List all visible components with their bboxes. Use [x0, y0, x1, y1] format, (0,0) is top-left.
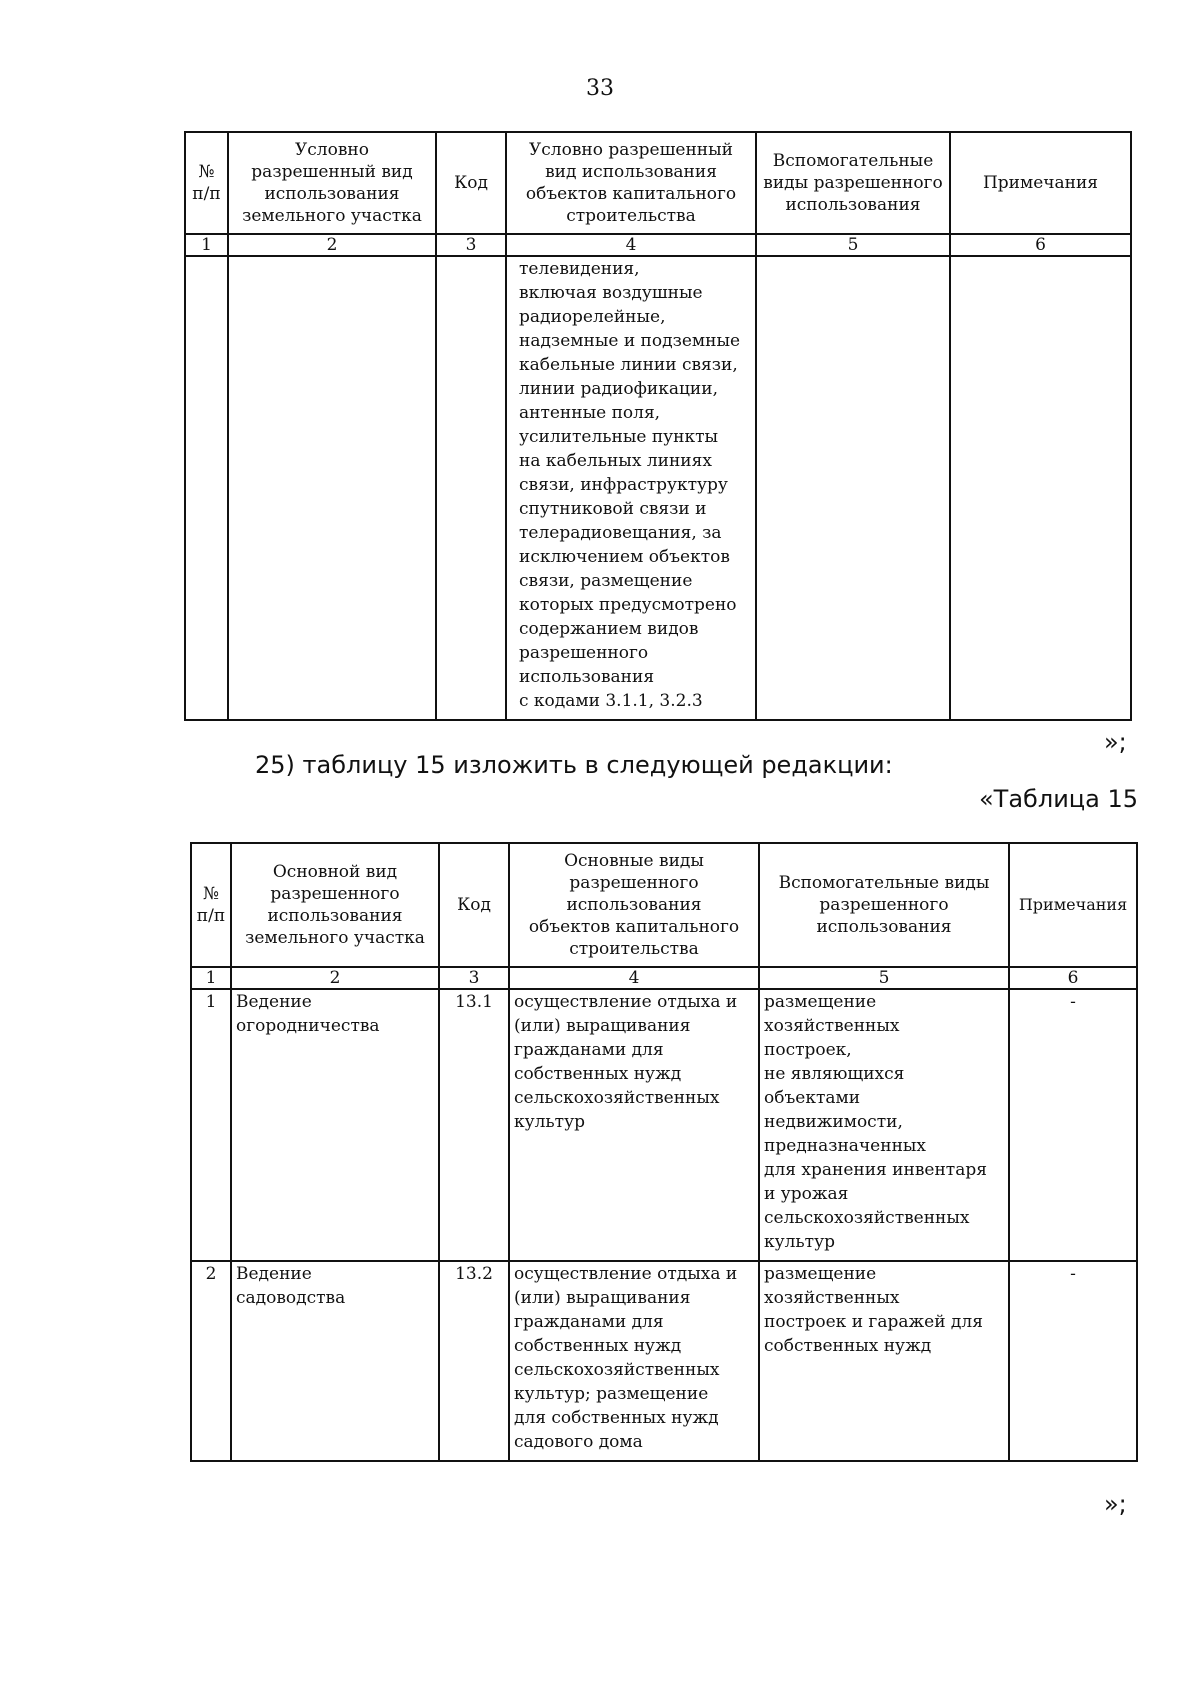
amendment-instruction: 25) таблицу 15 изложить в следующей редакции: — [255, 751, 893, 779]
header-notes: Примечания — [950, 132, 1131, 234]
cell-kind: Ведение садоводства — [231, 1261, 439, 1461]
closing-quote: »; — [1104, 728, 1127, 756]
header-conditional-kind: Условно разрешенный вид использования земельного участка — [228, 132, 436, 234]
cell-code: 13.2 — [439, 1261, 509, 1461]
column-number: 3 — [439, 967, 509, 989]
table-label: «Таблица 15 — [979, 785, 1138, 813]
table-header-row — [191, 843, 1137, 967]
column-number: 6 — [950, 234, 1131, 256]
column-number: 1 — [185, 234, 228, 256]
cell-num — [185, 256, 228, 720]
table-row — [191, 1261, 1137, 1461]
column-number-row — [191, 967, 1137, 989]
column-number: 5 — [759, 967, 1009, 989]
table-row — [191, 989, 1137, 1261]
cell-kind — [228, 256, 436, 720]
cell-notes: - — [1009, 1261, 1137, 1461]
cell-code — [436, 256, 506, 720]
cell-auxiliary — [756, 256, 950, 720]
header-capital-objects: Условно разрешенный вид использования объектов капитального строительства — [506, 132, 756, 234]
header-code: Код — [439, 843, 509, 967]
cell-num: 2 — [191, 1261, 231, 1461]
column-number: 3 — [436, 234, 506, 256]
header-notes: Примечания — [1009, 843, 1137, 967]
column-number: 5 — [756, 234, 950, 256]
cell-auxiliary: размещение хозяйственных построек, не являющихся объектами недвижимости, предназначенных для хранения инвентаря и урожая сельскохозяйственных культур — [759, 989, 1009, 1261]
cell-capital-objects: осуществление отдыха и (или) выращивания гражданами для собственных нужд сельскохозяйственных культур — [509, 989, 759, 1261]
header-main-kind: Основной вид разрешенного использования земельного участка — [231, 843, 439, 967]
header-auxiliary: Вспомогательные виды разрешенного использования — [756, 132, 950, 234]
cell-auxiliary: размещение хозяйственных построек и гаражей для собственных нужд — [759, 1261, 1009, 1461]
cell-code: 13.1 — [439, 989, 509, 1261]
table-row — [185, 256, 1131, 720]
column-number: 2 — [231, 967, 439, 989]
table-14-continuation — [184, 131, 1132, 721]
column-number-row — [185, 234, 1131, 256]
cell-notes — [950, 256, 1131, 720]
header-code: Код — [436, 132, 506, 234]
table-header-row — [185, 132, 1131, 234]
column-number: 4 — [506, 234, 756, 256]
page-number: 33 — [586, 76, 614, 101]
header-auxiliary: Вспомогательные виды разрешенного использования — [759, 843, 1009, 967]
closing-quote: »; — [1104, 1490, 1127, 1518]
table-15 — [190, 842, 1138, 1462]
header-capital-objects: Основные виды разрешенного использования объектов капитального строительства — [509, 843, 759, 967]
header-num: № п/п — [185, 132, 228, 234]
header-num: № п/п — [191, 843, 231, 967]
column-number: 2 — [228, 234, 436, 256]
cell-kind: Ведение огородничества — [231, 989, 439, 1261]
column-number: 4 — [509, 967, 759, 989]
cell-num: 1 — [191, 989, 231, 1261]
cell-notes: - — [1009, 989, 1137, 1261]
column-number: 6 — [1009, 967, 1137, 989]
column-number: 1 — [191, 967, 231, 989]
cell-capital-objects: осуществление отдыха и (или) выращивания гражданами для собственных нужд сельскохозяйственных культур; размещение для собственных нужд садового дома — [509, 1261, 759, 1461]
cell-capital-objects: телевидения, включая воздушные радиорелейные, надземные и подземные кабельные линии связи, линии радиофикации, антенные поля, усилительные пункты на кабельных линиях связи, инфраструктуру спутниковой связи и телерадиовещания, за исключением объектов связи, размещение которых предусмотрено содержанием видов разрешенного использования с кодами 3.1.1, 3.2.3 — [506, 256, 756, 720]
